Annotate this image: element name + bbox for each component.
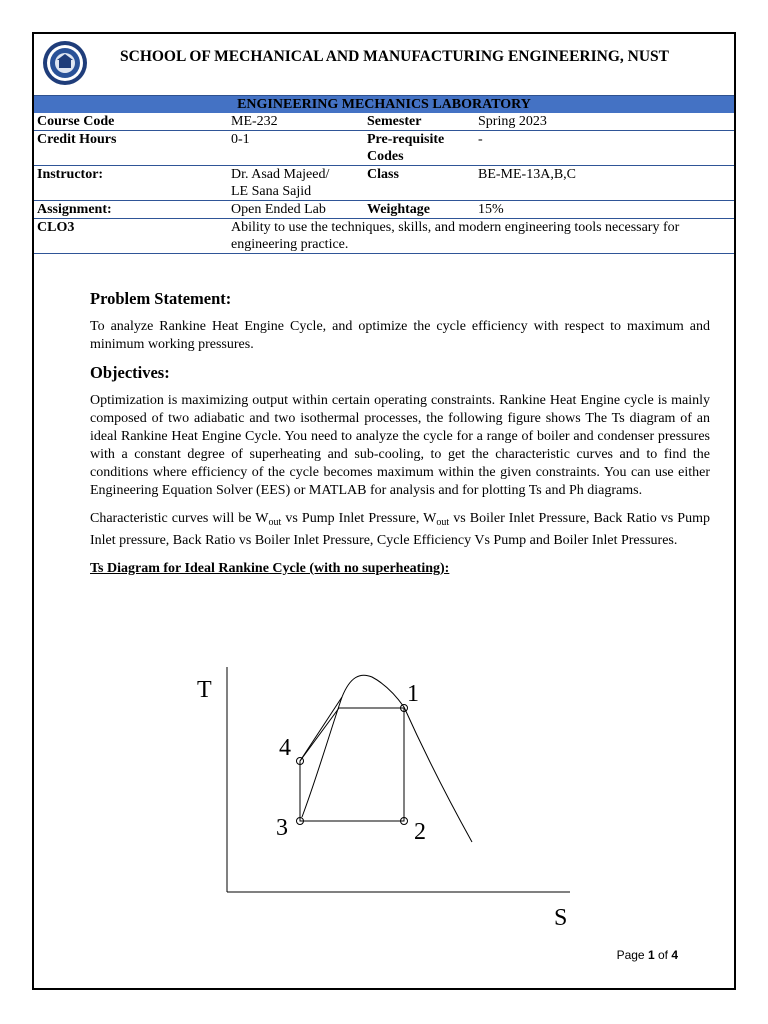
page-word: Page <box>616 948 648 962</box>
point-label-2: 2 <box>414 819 426 845</box>
lab-title-band: ENGINEERING MECHANICS LABORATORY <box>34 95 734 113</box>
of-word: of <box>654 948 672 962</box>
table-row <box>34 113 734 131</box>
weightage-value: 15% <box>478 202 504 217</box>
t-axis-label: T <box>197 677 212 703</box>
school-title: SCHOOL OF MECHANICAL AND MANUFACTURING ENGINEERING, NUST <box>120 48 670 65</box>
instructor-line1: Dr. Asad Majeed/ <box>231 167 330 182</box>
prereq-label-line2: Codes <box>367 149 404 164</box>
course-code-value: ME-232 <box>231 114 278 129</box>
course-info-table <box>34 113 734 254</box>
objectives-heading: Objectives: <box>90 363 170 382</box>
clo-text: Ability to use the techniques, skills, and modern engineering tools necessary for engineering practice. <box>231 220 680 252</box>
table-row <box>34 131 734 166</box>
course-code-label: Course Code <box>37 114 115 129</box>
prereq-value: - <box>478 132 483 147</box>
table-row <box>34 219 734 254</box>
s-axis-label: S <box>554 905 568 927</box>
semester-label: Semester <box>367 114 422 129</box>
rankine-cycle <box>300 708 404 821</box>
instructor-line2: LE Sana Sajid <box>231 184 312 199</box>
class-value: BE-ME-13A,B,C <box>478 167 576 182</box>
header <box>34 34 734 94</box>
liquid-line <box>300 697 342 761</box>
page-current: 1 <box>647 948 655 962</box>
prereq-label-line1: Pre-requisite <box>367 132 445 147</box>
problem-text: To analyze Rankine Heat Engine Cycle, and optimize the cycle efficiency with respect to maximum and minimum working pressures. <box>90 319 710 352</box>
weightage-label: Weightage <box>367 202 430 217</box>
instructor-value <box>228 166 364 201</box>
char-text-1: Characteristic curves will be W <box>90 511 269 526</box>
credit-hours-value: 0-1 <box>231 132 250 147</box>
char-text-3: vs Boiler Inlet Pressure, Back Ratio vs Pump Inlet pressure, Back Ratio vs Boiler Inlet Pressure, Cycle Efficiency Vs Pump and Boiler Inlet Pressures. <box>90 511 710 548</box>
instructor-label: Instructor: <box>37 167 104 182</box>
characteristic-curves-text <box>90 510 710 550</box>
table-row <box>34 201 734 219</box>
objectives-text: Optimization is maximizing output within certain operating constraints. Rankine Heat Engine cycle is mainly composed of two adiabatic and two isothermal processes, the following figure shows The Ts diagram of an ideal Rankine Heat Engine Cycle. You need to analyze the cycle for a range of boiler and condenser pressures with a constant degree of superheating and sub-cooling, to get the characteristic curves and to find the conditions where efficiency of the cycle becomes maximum within the given constraints. You can use either Engineering Equation Solver (EES) or MATLAB for analysis and for plotting Ts and Ph diagrams. <box>90 393 710 498</box>
prereq-label <box>364 131 475 166</box>
table-row <box>34 166 734 201</box>
page-number <box>617 948 678 962</box>
saturation-dome <box>302 675 472 842</box>
credit-hours-label: Credit Hours <box>37 132 117 147</box>
assignment-label: Assignment: <box>37 202 112 217</box>
point-label-1: 1 <box>407 681 419 707</box>
char-text-2: vs Pump Inlet Pressure, W <box>281 511 437 526</box>
clo-label: CLO3 <box>37 220 75 235</box>
figure-caption: Ts Diagram for Ideal Rankine Cycle (with no superheating): <box>90 561 450 576</box>
page-total: 4 <box>671 948 678 962</box>
ts-diagram <box>182 657 602 927</box>
point-label-3: 3 <box>276 815 288 841</box>
body-content <box>90 290 710 578</box>
char-sub-1: out <box>268 517 282 528</box>
assignment-value: Open Ended Lab <box>231 202 326 217</box>
point-label-4: 4 <box>279 735 291 761</box>
semester-value: Spring 2023 <box>478 114 547 129</box>
problem-heading: Problem Statement: <box>90 289 232 308</box>
class-label: Class <box>367 167 399 182</box>
nust-logo-icon <box>42 40 88 86</box>
char-sub-2: out <box>436 517 450 528</box>
page-frame <box>32 32 736 990</box>
